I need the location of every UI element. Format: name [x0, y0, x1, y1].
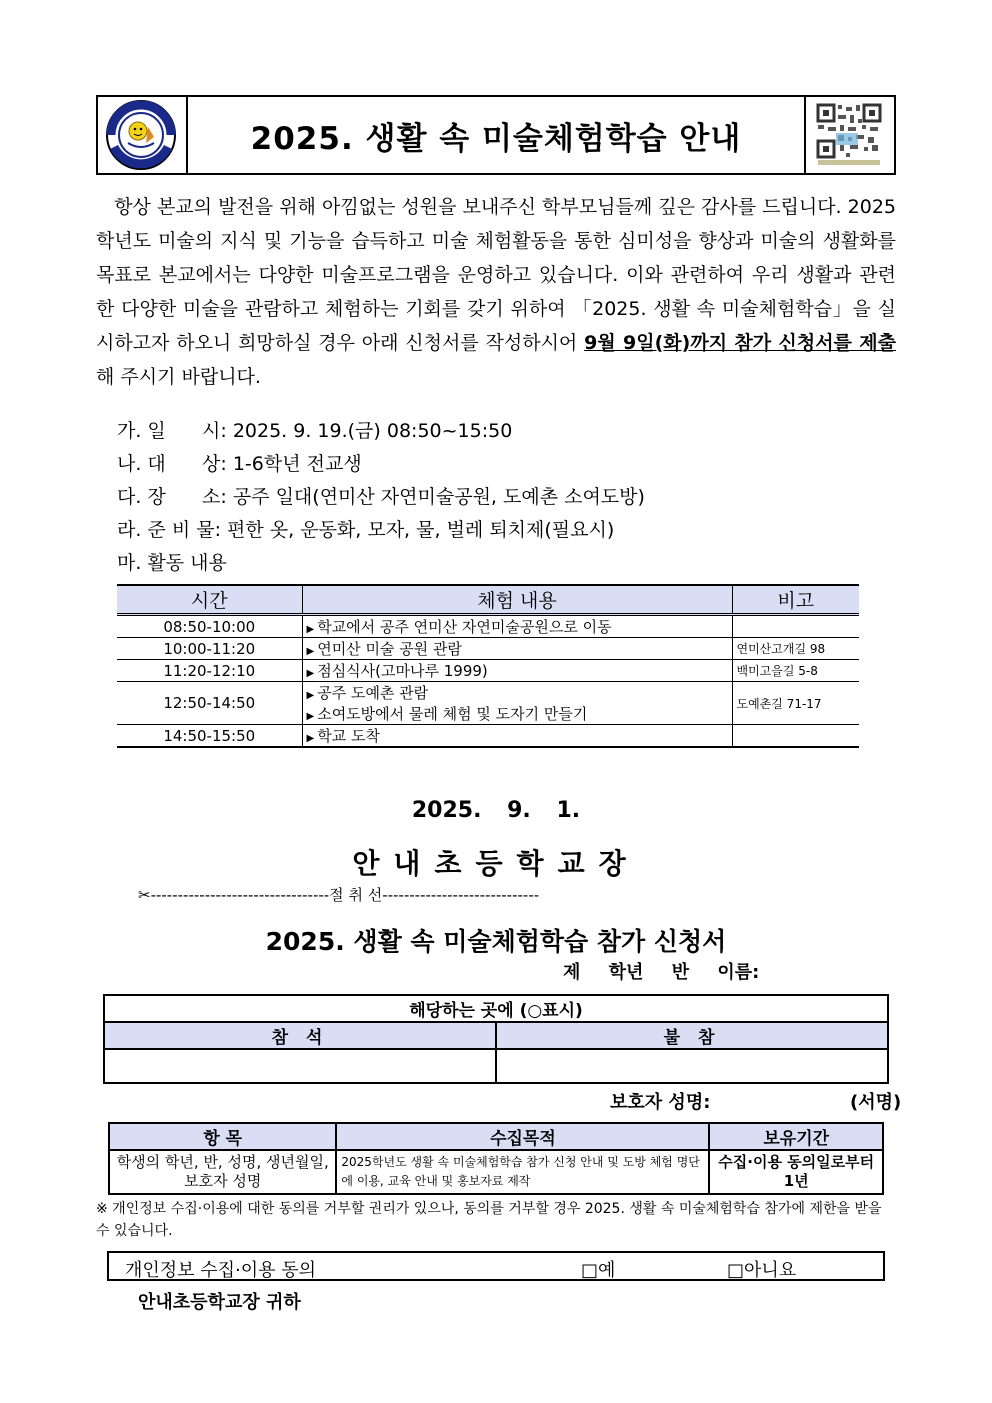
privacy-period-cell: 수집·이용 동의일로부터 1년 — [709, 1150, 883, 1194]
details-list — [117, 415, 877, 580]
logo-cell — [98, 97, 188, 173]
school-emblem-icon — [98, 97, 184, 173]
absent-header: 불 참 — [496, 1022, 888, 1049]
principal-name: 안내초등학교장 — [352, 847, 640, 880]
note-cell — [732, 725, 859, 748]
closing-addressee: 안내초등학교장 귀하 — [138, 1292, 301, 1313]
detail-value: 공주 일대(연미산 자연미술공원, 도예촌 소여도방) — [232, 486, 645, 508]
detail-item — [117, 547, 877, 580]
col-header-content: 체험 내용 — [302, 585, 732, 615]
detail-value: 2025. 9. 19.(금) 08:50~15:50 — [232, 420, 513, 442]
note-cell: 백미고을길 5-8 — [732, 660, 859, 682]
consent-no-checkbox[interactable]: □아니요 — [727, 1260, 797, 1281]
time-cell: 11:20-12:10 — [117, 660, 302, 682]
time-cell: 14:50-15:50 — [117, 725, 302, 748]
attend-cell[interactable] — [104, 1049, 496, 1083]
content-cell — [302, 682, 732, 725]
detail-value: 1-6학년 전교생 — [232, 453, 362, 475]
table-row — [117, 615, 859, 638]
content-text: 학교 도착 — [317, 727, 380, 745]
detail-item — [117, 514, 877, 547]
detail-label: 나. 대 상: — [117, 453, 227, 475]
content-cell — [302, 615, 732, 638]
triangle-bullet-icon: ▶ — [306, 733, 315, 744]
privacy-purpose-cell: 2025학년도 생활 속 미술체험학습 참가 신청 안내 및 도방 체험 명단에 이용, 교육 안내 및 홍보자료 제작 — [336, 1150, 709, 1194]
content-text: 점심식사(고마나루 1999) — [317, 662, 488, 680]
qr-cell — [804, 97, 894, 173]
guardian-name-label: 보호자 성명: — [610, 1092, 711, 1113]
detail-label: 마. 활동 내용 — [117, 552, 227, 574]
privacy-header-row — [109, 1123, 883, 1150]
qr-code-icon — [806, 97, 892, 173]
time-cell: 10:00-11:20 — [117, 638, 302, 660]
form-title: 2025. 생활 속 미술체험학습 참가 신청서 — [265, 927, 727, 956]
deadline-emphasis: 9월 9일(화)까지 참가 신청서를 제출 — [584, 332, 896, 354]
schedule-table — [117, 584, 859, 748]
consent-label: 개인정보 수집·이용 동의 — [125, 1260, 317, 1281]
col-header-time: 시간 — [117, 585, 302, 615]
table-row — [117, 725, 859, 748]
table-row — [109, 1150, 883, 1194]
triangle-bullet-icon: ▶ — [306, 624, 315, 635]
cut-line: ✂---------------------------------절 취 선----------------------------- — [138, 886, 540, 904]
triangle-bullet-icon: ▶ — [306, 690, 315, 701]
content-cell — [302, 660, 732, 682]
col-header-purpose: 수집목적 — [336, 1123, 709, 1150]
intro-text-end: 해 주시기 바랍니다. — [96, 366, 261, 388]
col-header-period: 보유기간 — [709, 1123, 883, 1150]
consent-box — [107, 1251, 885, 1281]
table-row — [117, 682, 859, 725]
attendance-table — [103, 994, 889, 1084]
time-cell: 12:50-14:50 — [117, 682, 302, 725]
table-row — [117, 660, 859, 682]
triangle-bullet-icon: ▶ — [306, 668, 315, 679]
attendance-header: 해당하는 곳에 (○표시) — [104, 995, 888, 1022]
detail-label: 다. 장 소: — [117, 486, 227, 508]
header-box — [96, 95, 896, 175]
content-text: 학교에서 공주 연미산 자연미술공원으로 이동 — [317, 618, 612, 636]
content-text: 연미산 미술 공원 관람 — [317, 640, 462, 658]
consent-yes-checkbox[interactable]: □예 — [581, 1260, 616, 1281]
detail-value: 편한 옷, 운동화, 모자, 물, 벌레 퇴치제(필요시) — [227, 519, 615, 541]
content-cell — [302, 638, 732, 660]
triangle-bullet-icon: ▶ — [306, 646, 315, 657]
issue-date: 2025. 9. 1. — [411, 798, 581, 823]
detail-label: 라. 준 비 물: — [117, 519, 221, 541]
detail-item — [117, 448, 877, 481]
student-name-line: 제 학년 반 이름: — [563, 962, 760, 983]
triangle-bullet-icon: ▶ — [306, 711, 315, 722]
detail-item — [117, 415, 877, 448]
absent-cell[interactable] — [496, 1049, 888, 1083]
time-cell: 08:50-10:00 — [117, 615, 302, 638]
col-header-item: 항 목 — [109, 1123, 336, 1150]
attend-header: 참 석 — [104, 1022, 496, 1049]
detail-label: 가. 일 시: — [117, 420, 227, 442]
col-header-note: 비고 — [732, 585, 859, 615]
privacy-table — [108, 1122, 884, 1195]
intro-text: 항상 본교의 발전을 위해 아낌없는 성원을 보내주신 학부모님들께 깊은 감사를 드립니다. 2025학년도 미술의 지식 및 기능을 습득하고 미술 체험활동을 통한 심미성을 향상과 미술의 생활화를 목표로 본교에서는 다양한 미술프로그램을 운영하고 있습니다. 이와 관련하여 우리 생활과 관련한 다양한 미술을 관람하고 체험하는 기회를 갖기 위하여 「2025. 생활 속 미술체험학습」을 실시하고자 하오니 희망하실 경우 아래 신청서를 작성하시어 — [96, 196, 896, 354]
signature-label: (서명) — [850, 1092, 902, 1113]
content-text: 소여도방에서 물레 체험 및 도자기 만들기 — [317, 705, 588, 723]
note-cell: 도예촌길 71-17 — [732, 682, 859, 725]
content-text: 공주 도예촌 관람 — [317, 684, 429, 702]
note-cell: 연미산고개길 98 — [732, 638, 859, 660]
schedule-header-row — [117, 585, 859, 615]
detail-item — [117, 481, 877, 514]
content-cell — [302, 725, 732, 748]
note-cell — [732, 615, 859, 638]
intro-paragraph — [96, 190, 896, 394]
page-title: 2025. 생활 속 미술체험학습 안내 — [250, 120, 742, 157]
privacy-item-cell: 학생의 학년, 반, 성명, 생년월일, 보호자 성명 — [109, 1150, 336, 1194]
privacy-notice: ※ 개인정보 수집·이용에 대한 동의를 거부할 권리가 있으나, 동의를 거부할 경우 2025. 생활 속 미술체험학습 참가에 제한을 받을 수 있습니다. — [96, 1201, 882, 1239]
table-row — [117, 638, 859, 660]
